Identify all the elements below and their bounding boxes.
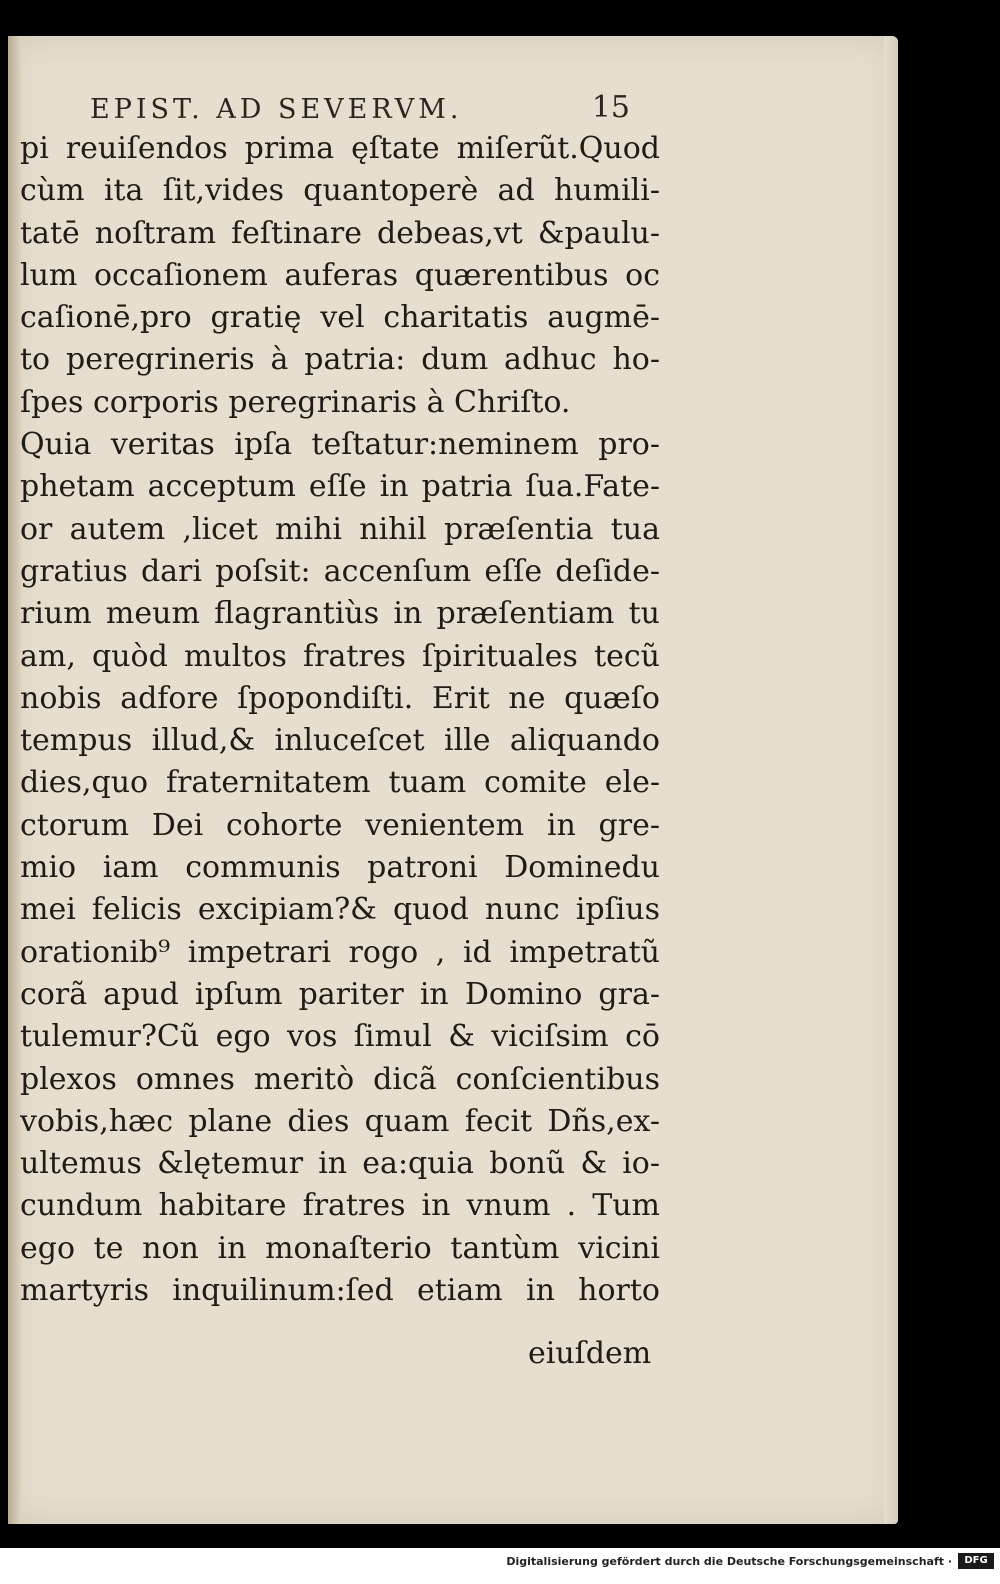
text-line: vobis,hæc plane dies quam fecit Dñs,ex-: [20, 1103, 660, 1139]
text-line: tatē noſtram feſtinare debeas,vt &paulu-: [20, 215, 660, 251]
funding-credit: Digitalisierung gefördert durch die Deutsche Forschungsgemeinschaft ·: [506, 1555, 952, 1568]
text-line: rium meum flagrantiùs in præſentiam tu: [20, 596, 660, 632]
page-number: 15: [591, 90, 630, 125]
page-edge: [884, 36, 898, 1524]
text-line: martyris inquilinum:ſed etiam in horto: [20, 1273, 660, 1309]
text-line: dies,quo fraternitatem tuam comite ele-: [20, 765, 660, 801]
book-page: [8, 36, 898, 1524]
text-line: ego te non in monaſterio tantùm vicini: [20, 1230, 660, 1266]
running-head-title: EPIST. AD SEVERVM.: [90, 94, 463, 125]
text-line: ultemus &lętemur in ea:quia bonũ & io-: [20, 1146, 660, 1182]
body-text: [20, 128, 660, 1312]
text-line: or autem ,licet mihi nihil præſentia tua: [20, 511, 660, 547]
text-line: pi reuiſendos prima ęſtate miſerũt.Quod: [20, 131, 660, 166]
catchword: eiuſdem: [528, 1336, 652, 1371]
text-line: cùm ita ſit,vides quantoperè ad humili-: [20, 173, 660, 209]
text-line: mei felicis excipiam?& quod nunc ipſius: [20, 892, 660, 928]
text-line: ctorum Dei cohorte venientem in gre-: [20, 807, 660, 843]
text-line: am, quòd multos fratres ſpirituales tecũ: [20, 638, 660, 674]
text-line: tulemur?Cũ ego vos ſimul & viciſsim cō: [20, 1019, 660, 1055]
running-head: [90, 88, 640, 132]
text-line: to peregrineris à patria: dum adhuc ho-: [20, 342, 660, 378]
text-line: plexos omnes meritò dicã conſcientibus: [20, 1061, 660, 1097]
text-line: caſionē,pro gratię vel charitatis augmē-: [20, 300, 660, 336]
dfg-logo-icon: DFG: [958, 1553, 994, 1569]
text-line: corã apud ipſum pariter in Domino gra-: [20, 976, 660, 1012]
text-line: gratius dari poſsit: accenſum eſſe deſide-: [20, 553, 660, 589]
text-line: lum occaſionem auferas quærentibus oc: [20, 257, 660, 293]
text-line: tempus illud,& inluceſcet ille aliquando: [20, 723, 660, 759]
text-line: mio iam communis patroni Dominedu: [20, 850, 660, 886]
text-line: cundum habitare fratres in vnum . Tum: [20, 1188, 660, 1224]
text-line: nobis adfore ſpopondiſti. Erit ne quæſo: [20, 680, 660, 716]
text-line: phetam acceptum eſſe in patria ſua.Fate-: [20, 469, 660, 505]
text-line: ſpes corporis peregrinaris à Chriſto.: [20, 384, 571, 420]
text-line: Quia veritas ipſa teſtatur:neminem pro-: [20, 427, 660, 463]
text-line: orationib⁹ impetrari rogo , id impetratũ: [20, 934, 660, 970]
